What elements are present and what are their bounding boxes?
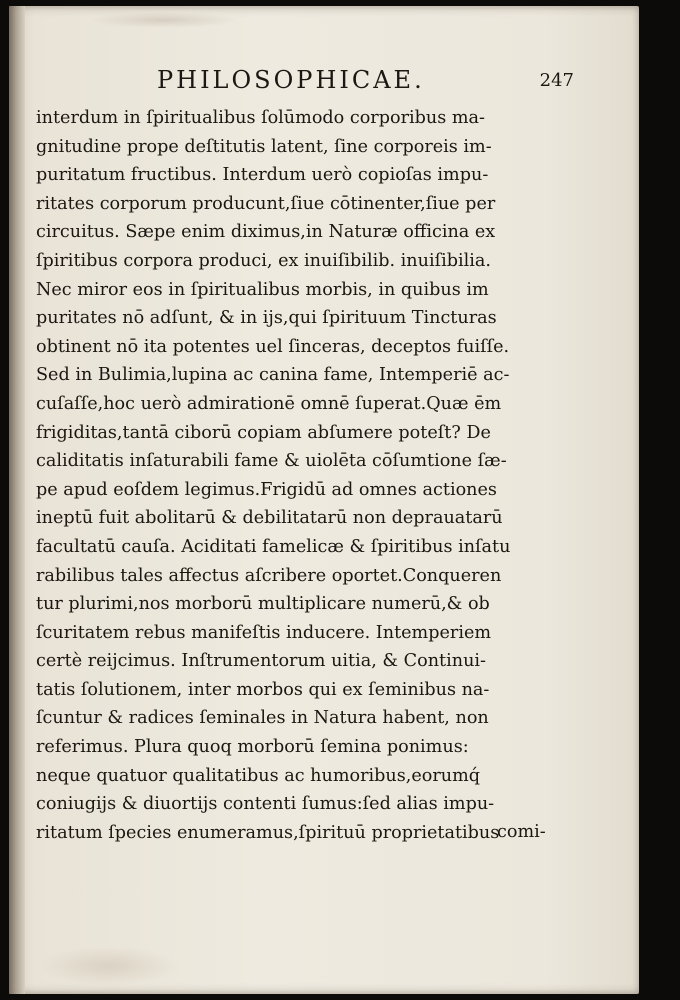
text-line: Nec miror eos in ſpiritualibus morbis, in quibus im xyxy=(36,279,489,300)
text-line: coniugijs & diuortijs contenti ſumus:ſed alias impu- xyxy=(36,794,495,815)
text-line: ſcuritatem rebus manifeſtis inducere. Intemperiem xyxy=(36,622,492,643)
text-line: ritates corporum producunt,ſiue cōtinenter,ſiue per xyxy=(36,193,496,214)
text-line: ſpiritibus corpora produci, ex inuiſibilib. inuiſibilia. xyxy=(36,250,491,271)
page-gutter xyxy=(9,6,25,994)
text-line: pe apud eoſdem legimus.Frigidū ad omnes actiones xyxy=(36,479,497,500)
text-line: facultatū cauſa. Aciditati famelicæ & ſpiritibus inſatu xyxy=(36,536,511,557)
text-line: referimus. Plura quoq morborū ſemina ponimus: xyxy=(36,737,469,758)
text-line: cuſaſſe,hoc uerò admirationē omnē ſuperat.Quæ ēm xyxy=(36,393,502,414)
text-line: gnitudine prope deſtitutis latent, ſine corporeis im- xyxy=(36,136,492,157)
text-line: ineptū fuit abolitarū & debilitatarū non deprauatarū xyxy=(36,508,503,529)
text-line: caliditatis inſaturabili fame & uiolēta cōſumtione ſæ- xyxy=(36,451,507,472)
text-line: rabilibus tales affectus aſcribere oportet.Conqueren xyxy=(36,565,502,586)
page-number: 247 xyxy=(539,70,574,91)
text-line: puritates nō adſunt, & in ijs,qui ſpirituum Tincturas xyxy=(36,308,497,329)
text-line: Sed in Bulimia,lupina ac canina fame, Intemperiē ac- xyxy=(36,365,510,386)
text-line: circuitus. Sæpe enim diximus,in Naturæ officina ex xyxy=(36,222,496,243)
text-line: neque quatuor qualitatibus ac humoribus,eorumq́ xyxy=(36,765,481,786)
paper-stain xyxy=(39,946,179,986)
catchword: comi- xyxy=(497,822,546,842)
text-line: certè reijcimus. Inſtrumentorum uitia, & Continui- xyxy=(36,651,486,672)
running-head: PHILOSOPHICAE. xyxy=(157,66,425,94)
text-line: tur plurimi,nos morborū multiplicare numerū,& ob xyxy=(36,594,490,615)
text-line: ritatum ſpecies enumeramus,ſpirituū proprietatibus xyxy=(36,822,500,843)
text-line: ſcuntur & radices ſeminales in Natura habent, non xyxy=(36,708,489,729)
page-header xyxy=(29,64,574,98)
paper-stain xyxy=(89,12,239,28)
text-line: puritatum fructibus. Interdum uerò copioſas impu- xyxy=(36,165,489,186)
text-line: tatis ſolutionem, inter morbos qui ex ſeminibus na- xyxy=(36,679,490,700)
text-line: frigiditas,tantā ciborū copiam abſumere poteſt? De xyxy=(36,422,491,443)
book-page xyxy=(9,6,639,994)
body-text xyxy=(36,104,571,847)
text-line: obtinent nō ita potentes uel ſinceras, deceptos fuiſſe. xyxy=(36,336,510,357)
text-line: interdum in ſpiritualibus ſolūmodo corporibus ma- xyxy=(36,108,485,128)
